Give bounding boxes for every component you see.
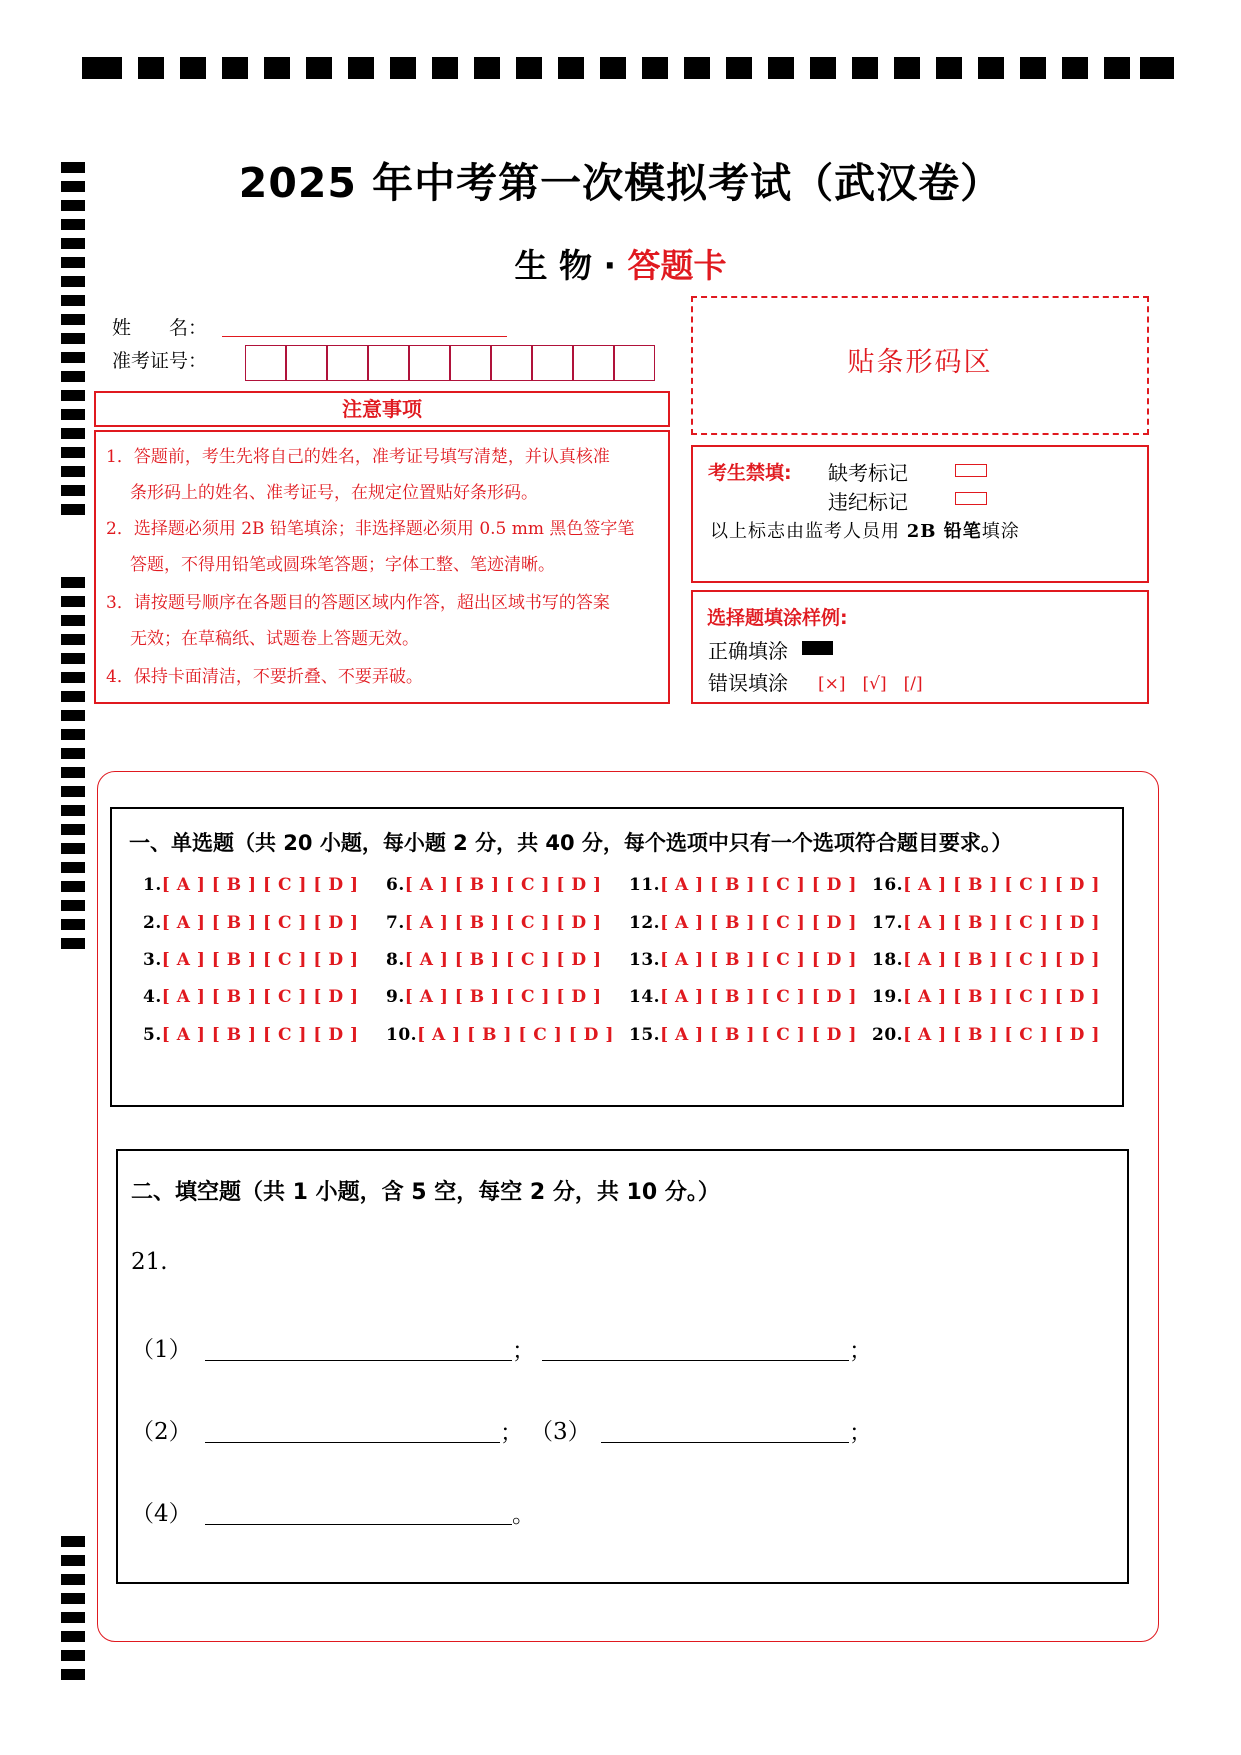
choice-question[interactable] [629, 875, 857, 895]
choice-question[interactable] [143, 987, 359, 1007]
answer-blank-1a[interactable] [205, 1360, 512, 1361]
choice-options[interactable]: [ A ] [ B ] [ C ] [ D ] [660, 875, 857, 895]
name-label: 姓 名： [112, 317, 208, 339]
notice-line: 3．请按题号顺序在各题目的答题区域内作答，超出区域书写的答案 [106, 593, 610, 613]
absent-label: 缺考标记 [828, 461, 908, 485]
single-choice-title: 一、单选题（共 20 小题，每小题 2 分，共 40 分，每个选项中只有一个选项符合题目要求。） [129, 831, 1013, 855]
restricted-note-suffix: 填涂 [981, 521, 1020, 542]
answer-blank-1b[interactable] [542, 1360, 849, 1361]
notice-title: 注意事项 [94, 391, 670, 427]
blank-label-3: （3） [530, 1419, 591, 1445]
choice-question[interactable] [386, 875, 602, 895]
choice-question[interactable] [629, 987, 857, 1007]
choice-question[interactable] [629, 950, 857, 970]
question-number: 13. [629, 950, 661, 970]
choice-question[interactable] [386, 913, 602, 933]
choice-options[interactable]: [ A ] [ B ] [ C ] [ D ] [404, 875, 602, 895]
wrong-fill-samples: [×] [√] [/] [818, 674, 923, 694]
choice-question[interactable] [872, 875, 1100, 895]
restricted-label: 考生禁填: [708, 462, 792, 484]
absent-mark-box[interactable] [955, 464, 987, 477]
question-number: 14. [629, 987, 661, 1007]
choice-options[interactable]: [ A ] [ B ] [ C ] [ D ] [903, 987, 1100, 1007]
correct-fill-label: 正确填涂 [708, 639, 788, 663]
separator: ； [849, 1420, 872, 1446]
question-21-number: 21. [131, 1249, 168, 1275]
choice-options[interactable]: [ A ] [ B ] [ C ] [ D ] [903, 913, 1100, 933]
fill-blank-section [116, 1149, 1129, 1584]
choice-question[interactable] [143, 913, 359, 933]
subject-name: 生 物 · [514, 246, 616, 285]
notice-box [94, 430, 670, 704]
choice-options[interactable]: [ A ] [ B ] [ C ] [ D ] [161, 875, 359, 895]
exam-title: 2025 年中考第一次模拟考试（武汉卷） [238, 159, 1003, 207]
notice-line: 1．答题前，考生先将自己的姓名，准考证号填写清楚，并认真核准 [106, 447, 610, 467]
separator: ； [849, 1338, 872, 1364]
choice-options[interactable]: [ A ] [ B ] [ C ] [ D ] [660, 950, 857, 970]
choice-question[interactable] [143, 875, 359, 895]
choice-options[interactable]: [ A ] [ B ] [ C ] [ D ] [660, 1025, 857, 1045]
question-number: 20. [872, 1025, 904, 1045]
blank-label-4: （4） [131, 1501, 192, 1527]
choice-options[interactable]: [ A ] [ B ] [ C ] [ D ] [404, 987, 602, 1007]
restricted-note-prefix: 以上标志由监考人员用 [710, 521, 900, 542]
wrong-fill-label: 错误填涂 [708, 671, 788, 695]
barcode-area: 贴条形码区 [691, 296, 1149, 435]
choice-options[interactable]: [ A ] [ B ] [ C ] [ D ] [903, 1025, 1100, 1045]
answer-blank-4[interactable] [205, 1524, 512, 1525]
choice-question[interactable] [629, 1025, 857, 1045]
choice-options[interactable]: [ A ] [ B ] [ C ] [ D ] [417, 1025, 614, 1045]
question-number: 5. [143, 1025, 162, 1045]
restricted-note-bold: 2B 铅笔 [906, 521, 982, 542]
exam-id-label: 准考证号： [112, 350, 208, 372]
question-number: 8. [386, 950, 405, 970]
notice-line: 无效；在草稿纸、试题卷上答题无效。 [130, 629, 419, 649]
fill-example-title: 选择题填涂样例: [707, 607, 848, 629]
notice-line: 条形码上的姓名、准考证号，在规定位置贴好条形码。 [130, 483, 538, 503]
choice-options[interactable]: [ A ] [ B ] [ C ] [ D ] [903, 875, 1100, 895]
choice-question[interactable] [386, 1025, 614, 1045]
choice-options[interactable]: [ A ] [ B ] [ C ] [ D ] [660, 987, 857, 1007]
notice-line: 2．选择题必须用 2B 铅笔填涂；非选择题必须用 0.5 mm 黑色签字笔 [106, 519, 635, 539]
name-field[interactable] [222, 336, 507, 337]
choice-options[interactable]: [ A ] [ B ] [ C ] [ D ] [161, 1025, 359, 1045]
choice-options[interactable]: [ A ] [ B ] [ C ] [ D ] [660, 913, 857, 933]
choice-question[interactable] [872, 987, 1100, 1007]
question-number: 3. [143, 950, 162, 970]
correct-fill-sample [802, 641, 833, 655]
question-number: 9. [386, 987, 405, 1007]
violation-label: 违纪标记 [828, 490, 908, 514]
subject-title [0, 240, 1241, 287]
notice-line: 答题，不得用铅笔或圆珠笔答题；字体工整、笔迹清晰。 [130, 555, 555, 575]
choice-options[interactable]: [ A ] [ B ] [ C ] [ D ] [161, 950, 359, 970]
choice-question[interactable] [872, 1025, 1100, 1045]
choice-options[interactable]: [ A ] [ B ] [ C ] [ D ] [161, 987, 359, 1007]
restricted-note [710, 517, 1020, 543]
choice-question[interactable] [872, 950, 1100, 970]
question-number: 18. [872, 950, 904, 970]
choice-question[interactable] [872, 913, 1100, 933]
end-mark: 。 [512, 1502, 535, 1528]
question-number: 12. [629, 913, 661, 933]
choice-question[interactable] [386, 987, 602, 1007]
answer-blank-3[interactable] [601, 1442, 849, 1443]
question-number: 10. [386, 1025, 418, 1045]
choice-question[interactable] [143, 950, 359, 970]
choice-question[interactable] [143, 1025, 359, 1045]
question-number: 11. [629, 875, 661, 895]
choice-question[interactable] [386, 950, 602, 970]
question-number: 4. [143, 987, 162, 1007]
top-timing-marks [82, 57, 1174, 79]
question-number: 7. [386, 913, 405, 933]
answer-card-label: 答题卡 [627, 246, 727, 285]
separator: ； [512, 1338, 535, 1364]
violation-mark-box[interactable] [955, 492, 987, 505]
choice-options[interactable]: [ A ] [ B ] [ C ] [ D ] [903, 950, 1100, 970]
choice-question[interactable] [629, 913, 857, 933]
separator: ； [500, 1420, 523, 1446]
question-number: 17. [872, 913, 904, 933]
question-number: 1. [143, 875, 162, 895]
question-number: 19. [872, 987, 904, 1007]
blank-label-2: （2） [131, 1419, 192, 1445]
choice-options[interactable]: [ A ] [ B ] [ C ] [ D ] [404, 913, 602, 933]
fill-blank-title: 二、填空题（共 1 小题，含 5 空，每空 2 分，共 10 分。） [131, 1180, 720, 1205]
question-number: 15. [629, 1025, 661, 1045]
choice-options[interactable]: [ A ] [ B ] [ C ] [ D ] [161, 913, 359, 933]
question-number: 6. [386, 875, 405, 895]
notice-line: 4．保持卡面清洁，不要折叠、不要弄破。 [106, 667, 423, 687]
answer-blank-2[interactable] [205, 1442, 500, 1443]
question-number: 16. [872, 875, 904, 895]
question-number: 2. [143, 913, 162, 933]
choice-options[interactable]: [ A ] [ B ] [ C ] [ D ] [404, 950, 602, 970]
blank-label-1: （1） [131, 1337, 192, 1363]
